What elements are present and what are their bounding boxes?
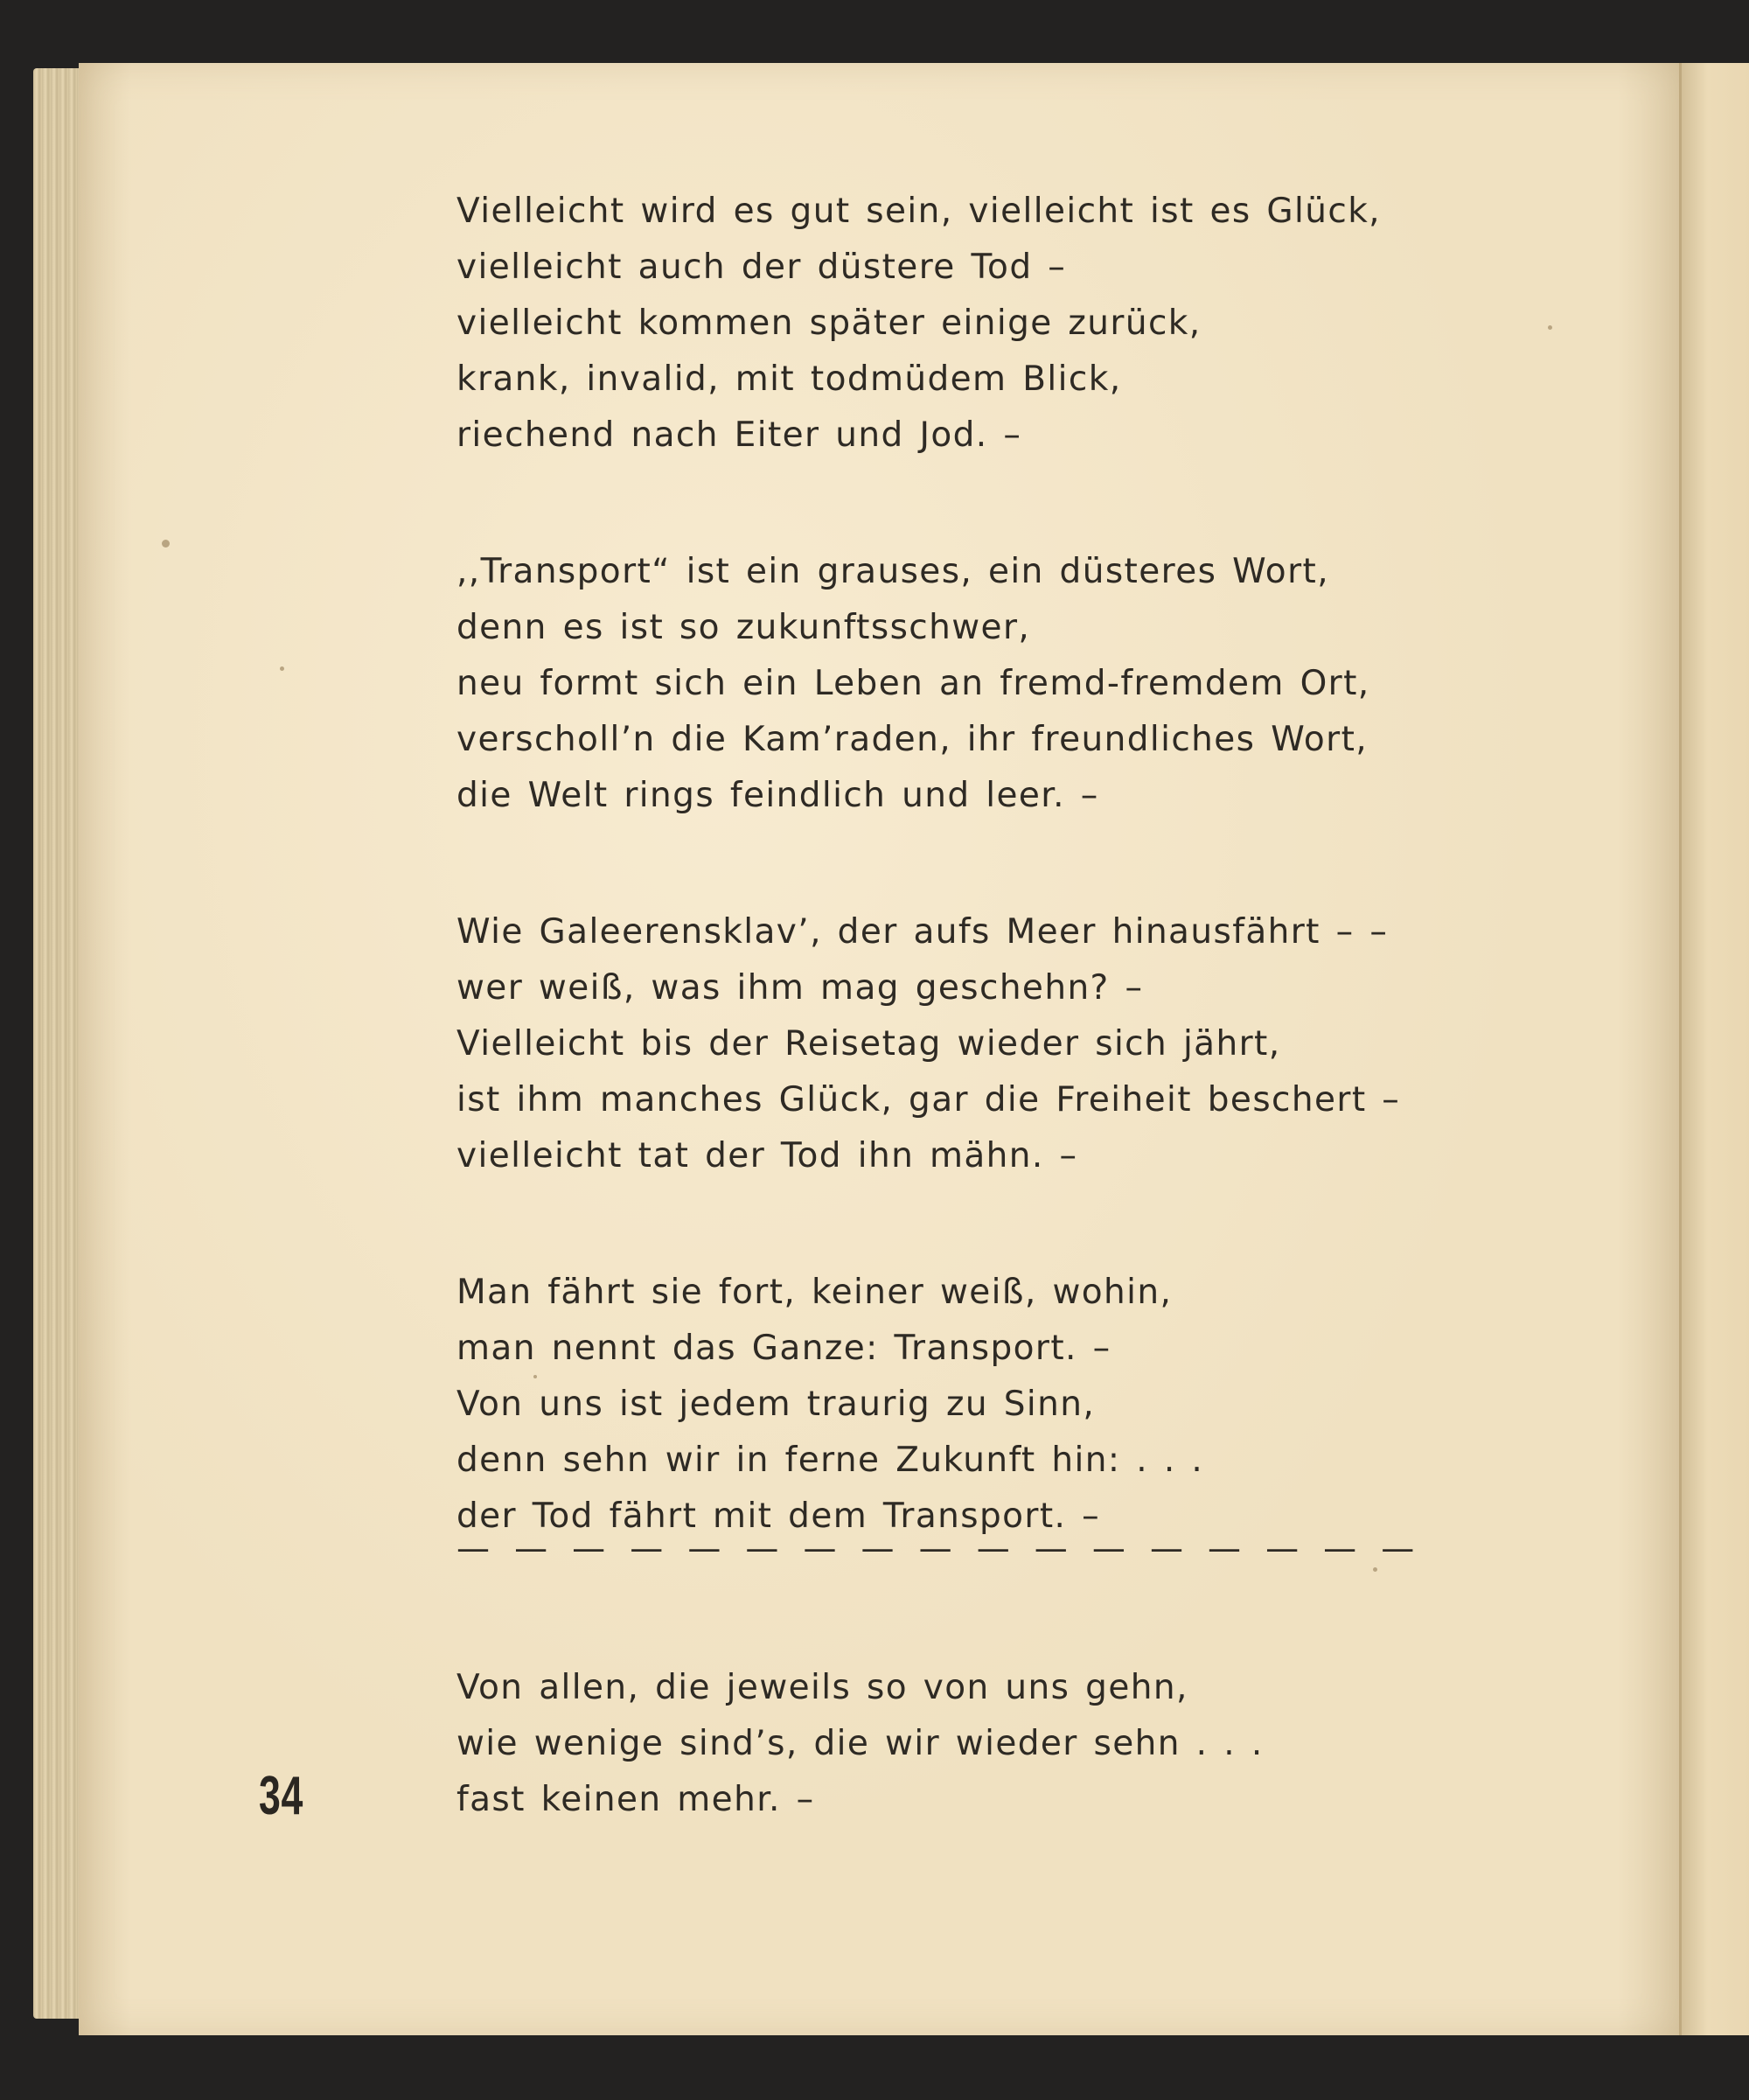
poem-line: vielleicht auch der düstere Tod – (456, 248, 1067, 287)
paper-speck (1548, 325, 1552, 330)
poem-line: Von allen, die jeweils so von uns gehn, (456, 1668, 1188, 1707)
poem-line: ,,Transport“ ist ein grauses, ein düsteres Wort, (456, 552, 1329, 591)
poem-line: denn sehn wir in ferne Zukunft hin: . . . (456, 1441, 1204, 1480)
facing-page-edge (1679, 63, 1749, 2035)
poem-line: denn es ist so zukunftsschwer, (456, 608, 1031, 647)
poem-line: die Welt rings feindlich und leer. – (456, 776, 1099, 815)
poem-line: Von uns ist jedem traurig zu Sinn, (456, 1385, 1096, 1424)
poem-line: wie wenige sind’s, die wir wieder sehn . . . (456, 1724, 1264, 1763)
poem-line: vielleicht kommen später einige zurück, (456, 303, 1202, 343)
poem-text (456, 184, 1506, 1908)
poem-line: Vielleicht wird es gut sein, vielleicht ist es Glück, (456, 192, 1381, 231)
stanza-1 (456, 184, 1506, 464)
poem-line: vielleicht tat der Tod ihn mähn. – (456, 1136, 1078, 1176)
poem-line: der Tod fährt mit dem Transport. – (456, 1497, 1101, 1536)
poem-line: wer weiß, was ihm mag geschehn? – (456, 968, 1144, 1008)
page-number: 34 (259, 1766, 304, 1826)
paper-speck (162, 540, 170, 548)
stanza-3 (456, 904, 1506, 1184)
stanza-2 (456, 544, 1506, 824)
stanza-4 (456, 1265, 1506, 1545)
dashed-separator: — — — — — — — — — — — — — — — — — (456, 1529, 1420, 1567)
stanza-5 (456, 1660, 1506, 1828)
poem-line: fast keinen mehr. – (456, 1780, 815, 1819)
poem-line: ist ihm manches Glück, gar die Freiheit beschert – (456, 1080, 1401, 1120)
paper-speck (280, 666, 284, 671)
poem-line: Wie Galeerensklav’, der aufs Meer hinausfährt – – (456, 912, 1389, 952)
page-edges (33, 68, 86, 2019)
poem-line: neu formt sich ein Leben an fremd-fremdem Ort, (456, 664, 1370, 703)
poem-line: riechend nach Eiter und Jod. – (456, 415, 1022, 455)
poem-line: krank, invalid, mit todmüdem Blick, (456, 359, 1122, 399)
poem-line: verscholl’n die Kam’raden, ihr freundliches Wort, (456, 720, 1369, 759)
poem-line: man nennt das Ganze: Transport. – (456, 1329, 1111, 1368)
poem-line: Vielleicht bis der Reisetag wieder sich jährt, (456, 1024, 1281, 1064)
poem-line: Man fährt sie fort, keiner weiß, wohin, (456, 1273, 1173, 1312)
